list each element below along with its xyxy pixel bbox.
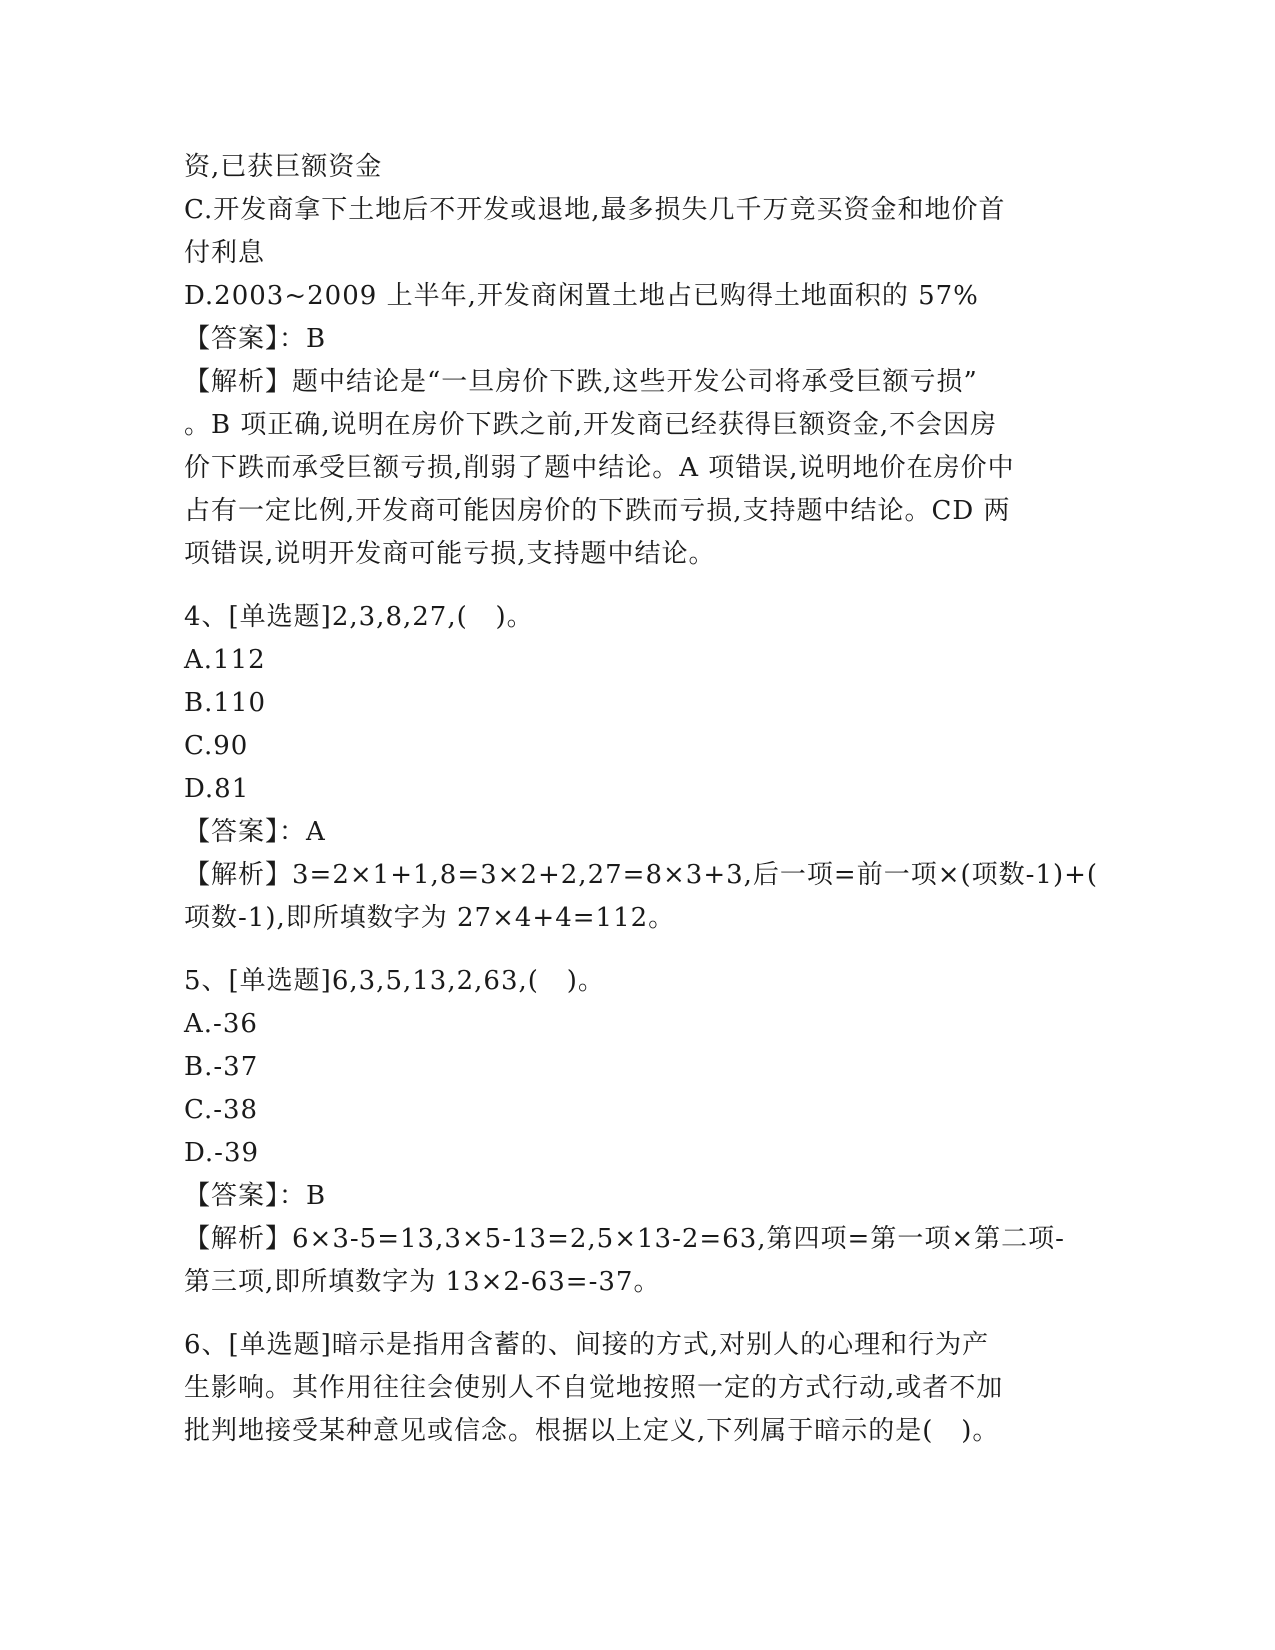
option-d: D.81 — [184, 774, 250, 804]
question-5 — [184, 960, 1084, 1304]
question-stem: 批判地接受某种意见或信念。根据以上定义,下列属于暗示的是( )。 — [184, 1416, 1000, 1446]
option-b: B.110 — [184, 688, 266, 718]
option-c: C.-38 — [184, 1095, 259, 1125]
answer-line: 【答案】：B — [184, 1181, 327, 1211]
document-page — [184, 146, 1099, 1453]
question-3-continuation — [184, 146, 1084, 576]
option-d: D.2003~2009 上半年,开发商闲置土地占已购得土地面积的 57% — [184, 281, 979, 311]
explanation-line: 。B 项正确,说明在房价下跌之前,开发商已经获得巨额资金,不会因房 — [184, 410, 998, 440]
option-d: D.-39 — [184, 1138, 260, 1168]
explanation-line: 占有一定比例,开发商可能因房价的下跌而亏损,支持题中结论。CD 两 — [184, 496, 1011, 526]
question-stem: 生影响。其作用往往会使别人不自觉地按照一定的方式行动,或者不加 — [184, 1373, 1004, 1403]
option-a: A.112 — [184, 645, 266, 675]
explanation-line: 【解析】6×3-5=13,3×5-13=2,5×13-2=63,第四项=第一项×第二项- — [184, 1224, 1065, 1254]
explanation-line: 【解析】题中结论是“一旦房价下跌,这些开发公司将承受巨额亏损” — [184, 367, 978, 397]
text-line: 付利息 — [184, 238, 266, 268]
question-6 — [184, 1324, 1084, 1453]
explanation-line: 项数-1),即所填数字为 27×4+4=112。 — [184, 903, 676, 933]
option-b: B.-37 — [184, 1052, 259, 1082]
option-c: C.90 — [184, 731, 249, 761]
answer-line: 【答案】：B — [184, 324, 327, 354]
explanation-line: 第三项,即所填数字为 13×2-63=-37。 — [184, 1267, 661, 1297]
question-stem: 5、[单选题]6,3,5,13,2,63,( )。 — [184, 966, 605, 996]
question-stem: 4、[单选题]2,3,8,27,( )。 — [184, 602, 534, 632]
answer-line: 【答案】：A — [184, 817, 326, 847]
explanation-line: 项错误,说明开发商可能亏损,支持题中结论。 — [184, 539, 716, 569]
text-line: 资,已获巨额资金 — [184, 152, 383, 182]
option-c: C.开发商拿下土地后不开发或退地,最多损失几千万竞买资金和地价首 — [184, 195, 1006, 225]
explanation-line: 价下跌而承受巨额亏损,削弱了题中结论。A 项错误,说明地价在房价中 — [184, 453, 1015, 483]
option-a: A.-36 — [184, 1009, 258, 1039]
question-stem: 6、[单选题]暗示是指用含蓄的、间接的方式,对别人的心理和行为产 — [184, 1330, 990, 1360]
question-4 — [184, 596, 1099, 940]
explanation-line: 【解析】3=2×1+1,8=3×2+2,27=8×3+3,后一项=前一项×(项数-1)+( — [184, 860, 1099, 890]
